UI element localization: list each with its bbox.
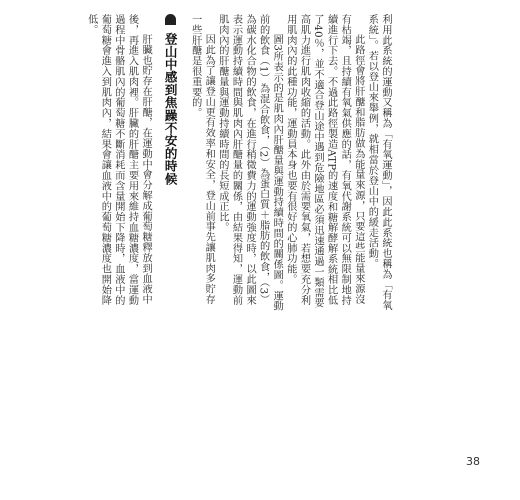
section-heading-wrap xyxy=(162,14,178,314)
vertical-text-block xyxy=(84,14,392,314)
page-number: 38 xyxy=(466,455,480,468)
paragraph-liver-glycogen: 肝臟也貯存在肝醣，在運動中會分解成葡萄糖釋放到血液中後，再進入肌肉裡。肝臟的肝醣主要用來維持血糖濃度，當運動過程中骨骼肌內的葡萄糖不斷消耗而含量開始下降時，血液中的葡萄糖會進入到肌肉內，結果會讓血液中的葡萄糖濃度也開始降低。 xyxy=(85,14,152,306)
heading-marker-icon xyxy=(165,14,176,25)
paragraph-aerobic-intro: 利用此系統的運動又稱為「有氧運動」，因此此系統也稱為「有氧系統」。若以登山來舉例，就相當於登山中的緩走活動。 xyxy=(366,14,391,311)
paragraph-conclusion: 因此為了讓登山更有效率和安全，登山前事先讓肌肉多貯存一些肝醣是很重要的。 xyxy=(189,14,215,305)
paragraph-energy-source: 此路徑會將肝醣和脂肪做為能量來源，只要這些能量來源沒有枯竭，且持續有氧氣供應的話，有氧代謝系統可以無限制地持續進行下去。不過此路徑製造ATP的速度和糖解酵解系統相比低了40％，並不適合登山途中遇到危險地區必須迅速通過一類需要高肌力進行肌肉收縮的活動。此外由於需要氧氣，若想要充分利用肌肉內的此種功能，運動員本身也要有很好的心肺功能。 xyxy=(284,14,364,309)
section-heading-text: 登山中感到焦躁不安的時候 xyxy=(163,32,179,185)
paragraph-figure-3: 圖3所表示的是肌肉內肝醣量與運動持續時間的關係圖。運動前的飲食（1）為混合飲食，（2）為蛋白質＋脂肪的飲食，（3）為碳水化合物的飲食，在進行稍微費力的運動強度時，以此圖來表示運動持續時間與肌肉內肝醣量的關係，由結果得知，運動前肌肉內的肝醣量與運動持續時間的長短成正比。 xyxy=(216,14,283,312)
section-heading xyxy=(162,14,178,185)
